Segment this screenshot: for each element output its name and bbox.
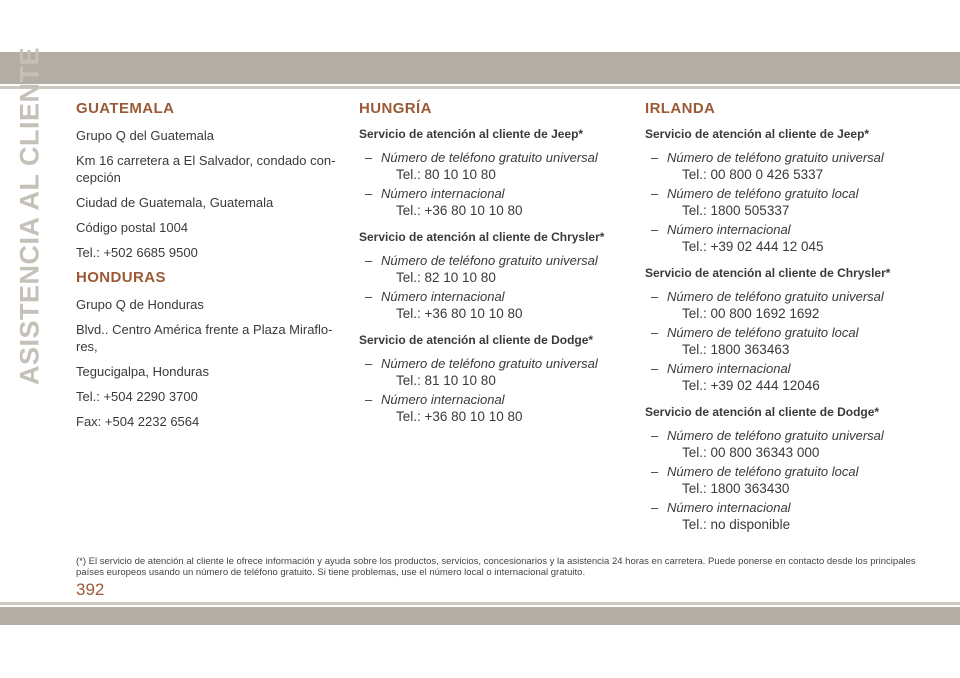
honduras-line: Tel.: +504 2290 3700	[76, 389, 198, 404]
honduras-line: Blvd.. Centro América frente a Plaza Miraflo-res,	[76, 322, 333, 354]
guatemala-line: Grupo Q del Guatemala	[76, 128, 215, 143]
phone-type-label: – Número de teléfono gratuito local	[651, 464, 859, 479]
service-group-jeep	[645, 127, 925, 256]
service-title: Servicio de atención al cliente de Dodge*	[645, 405, 880, 419]
heading-hungria: HUNGRÍA	[359, 100, 432, 117]
guatemala-line: Km 16 carretera a El Salvador, condado con-cepción	[76, 153, 336, 185]
service-group-dodge	[359, 333, 629, 426]
phone-type-label: – Número de teléfono gratuito universal	[651, 428, 884, 443]
honduras-line: Tegucigalpa, Honduras	[76, 364, 209, 379]
phone-number: Tel.: no disponible	[682, 517, 791, 532]
dash: –	[651, 500, 659, 515]
dash: –	[365, 186, 373, 201]
dash: –	[651, 464, 659, 479]
page-number: 392	[76, 580, 105, 599]
dash: –	[651, 150, 659, 165]
dash: –	[651, 361, 659, 376]
phone-number: Tel.: 1800 505337	[682, 203, 790, 218]
guatemala-line: Código postal 1004	[76, 220, 189, 235]
dash: –	[651, 428, 659, 443]
column-hungria	[359, 100, 629, 436]
phone-type-label: – Número de teléfono gratuito local	[651, 186, 859, 201]
phone-type-label: – Número internacional	[365, 186, 505, 201]
phone-number: Tel.: 1800 363463	[682, 342, 790, 357]
service-title: Servicio de atención al cliente de Chrysler*	[645, 266, 891, 280]
dash: –	[651, 222, 659, 237]
heading-guatemala: GUATEMALA	[76, 100, 175, 117]
phone-type-label: – Número internacional	[365, 392, 505, 407]
phone-type-label: – Número de teléfono gratuito universal	[365, 356, 598, 371]
phone-number: Tel.: +36 80 10 10 80	[396, 409, 523, 424]
header-band	[0, 52, 960, 84]
service-title: Servicio de atención al cliente de Jeep*	[645, 127, 870, 141]
service-title: Servicio de atención al cliente de Jeep*	[359, 127, 584, 141]
dash: –	[365, 289, 373, 304]
column-central-america	[76, 100, 346, 438]
dash: –	[365, 356, 373, 371]
service-group-dodge	[645, 405, 925, 534]
phone-number: Tel.: 81 10 10 80	[396, 373, 496, 388]
guatemala-line: Tel.: +502 6685 9500	[76, 245, 198, 260]
heading-honduras: HONDURAS	[76, 269, 166, 286]
dash: –	[365, 392, 373, 407]
dash: –	[365, 253, 373, 268]
side-title-text: ASISTENCIA AL CLIENTE	[14, 46, 45, 386]
phone-number: Tel.: 80 10 10 80	[396, 167, 496, 182]
dash: –	[365, 150, 373, 165]
service-title: Servicio de atención al cliente de Chrysler*	[359, 230, 605, 244]
phone-type-label: – Número internacional	[651, 500, 791, 515]
service-group-chrysler	[645, 266, 925, 395]
header-rule	[0, 86, 960, 89]
footnote: (*) El servicio de atención al cliente le ofrece información y ayuda sobre los productos, servicios, concesionarios y la asistencia 24 horas en carretera. Puede ponerse en contacto desde los principales países europeos usando un número de teléfono gratuito. Si tiene problemas, use el número local o internacional gratuito.	[76, 556, 916, 578]
phone-type-label: – Número de teléfono gratuito local	[651, 325, 859, 340]
footer-rule	[0, 602, 960, 605]
service-group-jeep	[359, 127, 629, 220]
honduras-line: Fax: +504 2232 6564	[76, 414, 200, 429]
phone-number: Tel.: 00 800 1692 1692	[682, 306, 820, 321]
phone-number: Tel.: +39 02 444 12046	[682, 378, 820, 393]
service-title: Servicio de atención al cliente de Dodge*	[359, 333, 594, 347]
phone-type-label: – Número de teléfono gratuito universal	[365, 150, 598, 165]
phone-type-label: – Número de teléfono gratuito universal	[365, 253, 598, 268]
dash: –	[651, 325, 659, 340]
footer-band	[0, 607, 960, 625]
phone-number: Tel.: 1800 363430	[682, 481, 790, 496]
phone-type-label: – Número internacional	[365, 289, 505, 304]
column-irlanda	[645, 100, 925, 544]
phone-type-label: – Número de teléfono gratuito universal	[651, 150, 884, 165]
service-group-chrysler	[359, 230, 629, 323]
phone-type-label: – Número de teléfono gratuito universal	[651, 289, 884, 304]
dash: –	[651, 186, 659, 201]
phone-number: Tel.: +36 80 10 10 80	[396, 203, 523, 218]
honduras-line: Grupo Q de Honduras	[76, 297, 204, 312]
phone-type-label: – Número internacional	[651, 222, 791, 237]
phone-number: Tel.: +39 02 444 12 045	[682, 239, 824, 254]
phone-type-label: – Número internacional	[651, 361, 791, 376]
guatemala-line: Ciudad de Guatemala, Guatemala	[76, 195, 274, 210]
phone-number: Tel.: 00 800 0 426 5337	[682, 167, 824, 182]
dash: –	[651, 289, 659, 304]
heading-irlanda: IRLANDA	[645, 100, 716, 117]
section-side-title	[10, 46, 50, 386]
phone-number: Tel.: 00 800 36343 000	[682, 445, 820, 460]
phone-number: Tel.: 82 10 10 80	[396, 270, 496, 285]
phone-number: Tel.: +36 80 10 10 80	[396, 306, 523, 321]
